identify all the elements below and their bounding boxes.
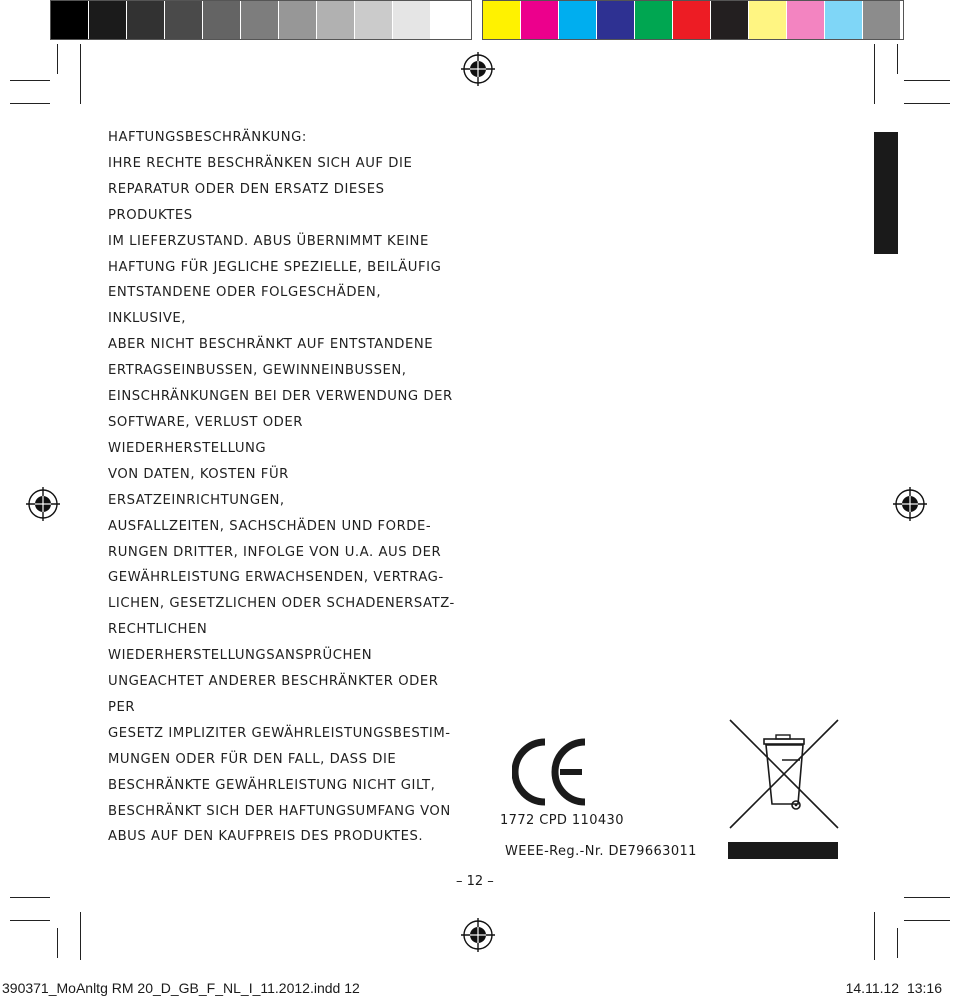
gray-swatch <box>241 1 279 39</box>
text-line: AUSFALLZEITEN, SACHSCHÄDEN UND FORDE- <box>108 518 432 534</box>
text-line: EINSCHRÄNKUNGEN BEI DER VERWENDUNG DER <box>108 389 453 405</box>
color-swatch <box>521 1 559 39</box>
gray-swatch <box>431 1 469 39</box>
color-calibration-strip <box>482 0 904 40</box>
color-swatch <box>673 1 711 39</box>
crop-mark <box>904 897 950 898</box>
crop-mark <box>874 912 875 960</box>
text-line: UNGEACHTET ANDERER BESCHRÄNKTER ODER PER <box>108 674 439 715</box>
text-line: BESCHRÄNKT SICH DER HAFTUNGSUMFANG VON <box>108 803 451 819</box>
crop-mark <box>80 44 81 104</box>
crop-mark <box>897 928 898 958</box>
weee-registration-number: WEEE-Reg.-Nr. DE79663011 <box>505 844 697 859</box>
text-line: VON DATEN, KOSTEN FÜR ERSATZEINRICHTUNGEN, <box>108 466 289 508</box>
text-line: HAFTUNG FÜR JEGLICHE SPEZIELLE, BEILÄUFIG <box>108 259 442 275</box>
text-line: GESETZ IMPLIZITER GEWÄHRLEISTUNGSBESTIM- <box>108 725 451 741</box>
registration-mark-icon <box>893 487 927 521</box>
text-line: GEWÄHRLEISTUNG ERWACHSENDEN, VERTRAG- <box>108 570 444 586</box>
crop-mark <box>80 912 81 960</box>
crop-mark <box>57 928 58 958</box>
gray-swatch <box>203 1 241 39</box>
text-line: ABUS AUF DEN KAUFPREIS DES PRODUKTES. <box>108 829 424 845</box>
slug-timestamp: 14.11.12 13:16 <box>845 980 942 996</box>
text-line: IM LIEFERZUSTAND. ABUS ÜBERNIMMT KEINE <box>108 233 429 249</box>
gray-calibration-strip <box>50 0 472 40</box>
gray-swatch <box>127 1 165 39</box>
text-line: IHRE RECHTE BESCHRÄNKEN SICH AUF DIE <box>108 155 413 171</box>
color-swatch <box>825 1 863 39</box>
text-line: BESCHRÄNKTE GEWÄHRLEISTUNG NICHT GILT, <box>108 777 436 793</box>
color-swatch <box>749 1 787 39</box>
language-tab-marker <box>874 132 898 254</box>
gray-swatch <box>355 1 393 39</box>
text-line: MUNGEN ODER FÜR DEN FALL, DASS DIE <box>108 751 397 767</box>
crop-mark <box>57 44 58 74</box>
crop-mark <box>904 80 950 81</box>
gray-swatch <box>393 1 431 39</box>
color-swatch <box>483 1 521 39</box>
page-number: – 12 – <box>456 874 494 889</box>
crop-mark <box>10 80 50 81</box>
text-line: SOFTWARE, VERLUST ODER WIEDERHERSTELLUNG <box>108 414 303 456</box>
text-line: RUNGEN DRITTER, INFOLGE VON U.A. AUS DER <box>108 544 442 560</box>
crop-mark <box>897 44 898 74</box>
color-swatch <box>787 1 825 39</box>
ce-certificate-number: 1772 CPD 110430 <box>500 813 624 828</box>
text-line: REPARATUR ODER DEN ERSATZ DIESES PRODUKTES <box>108 181 385 223</box>
gray-swatch <box>279 1 317 39</box>
registration-mark-icon <box>461 918 495 952</box>
color-swatch <box>635 1 673 39</box>
crossed-out-wheelie-bin-icon <box>728 718 840 830</box>
color-swatch <box>863 1 901 39</box>
crop-mark <box>10 897 50 898</box>
crop-mark <box>904 920 950 921</box>
color-swatch <box>597 1 635 39</box>
text-line: LICHEN, GESETZLICHEN ODER SCHADENERSATZ- <box>108 596 455 612</box>
ce-mark-icon <box>512 736 590 808</box>
registration-mark-icon <box>26 487 60 521</box>
text-line: ABER NICHT BESCHRÄNKT AUF ENTSTANDENE <box>108 337 434 353</box>
gray-swatch <box>165 1 203 39</box>
gray-swatch <box>317 1 355 39</box>
text-line: RECHTLICHEN WIEDERHERSTELLUNGSANSPRÜCHEN <box>108 622 373 664</box>
crop-mark <box>874 44 875 104</box>
weee-date-bar <box>728 842 838 859</box>
color-swatch <box>559 1 597 39</box>
color-swatch <box>711 1 749 39</box>
slug-file-name: 390371_MoAnltg RM 20_D_GB_F_NL_I_11.2012.indd 12 <box>2 980 360 996</box>
text-line: ENTSTANDENE ODER FOLGESCHÄDEN, INKLUSIVE, <box>108 285 382 327</box>
crop-mark <box>10 103 50 104</box>
text-line: HAFTUNGSBESCHRÄNKUNG: <box>108 130 307 145</box>
text-line: ERTRAGSEINBUSSEN, GEWINNEINBUSSEN, <box>108 363 407 379</box>
crop-mark <box>904 103 950 104</box>
gray-swatch <box>89 1 127 39</box>
gray-swatch <box>51 1 89 39</box>
liability-limitation-text <box>108 125 458 850</box>
crop-mark <box>10 920 50 921</box>
registration-mark-icon <box>461 52 495 86</box>
